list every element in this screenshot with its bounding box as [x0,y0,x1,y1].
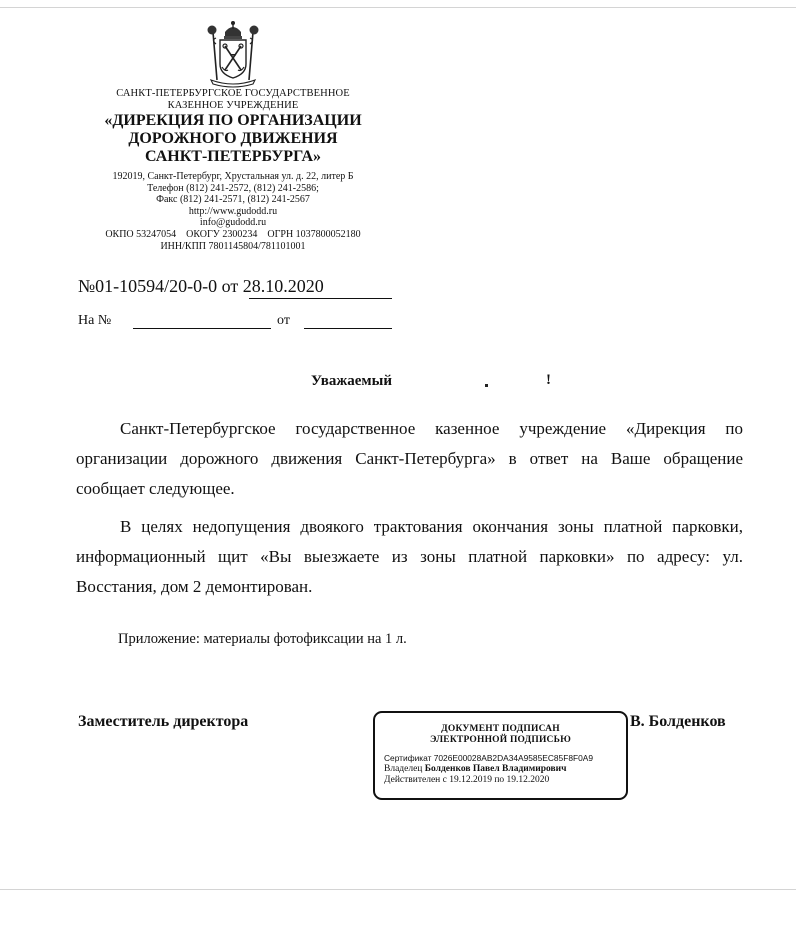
org-website: http://www.gudodd.ru [188,205,278,217]
page-top-divider [0,7,796,8]
date-underline [249,298,392,299]
redacted-recipient-name [485,384,488,387]
body-paragraph-2-text: В целях недопущения двоякого трактования окончания зоны платной парковки, информационный щит «Вы выезжаете из зоны платной парковки» по адресу: ул. Восстания, дом 2 демонтирован. [76,517,743,596]
greeting-salutation: Уважаемый [311,373,392,389]
esign-owner [384,764,626,775]
org-name-line-3: САНКТ-ПЕТЕРБУРГА» [144,148,322,165]
org-email: info@gudodd.ru [199,217,267,229]
electronic-signature-stamp [373,711,628,800]
org-type-line-1: САНКТ-ПЕТЕРБУРГСКОЕ ГОСУДАРСТВЕННОЕ [116,88,350,99]
body-paragraph-1-text: Санкт-Петербургское государственное казенное учреждение «Дирекция по организации дорожного движения Санкт-Петербурга» в ответ на Ваше обращение сообщает следующее. [76,419,743,498]
org-address: 192019, Санкт-Петербург, Хрустальная ул. д. 22, литер Б [112,171,354,182]
org-codes: ОКПО 53247054 ОКОГУ 2300234 ОГРН 1037800052180 [105,228,361,240]
org-phone: Телефон (812) 241-2572, (812) 241-2586; [147,182,319,194]
attachment-note: Приложение: материалы фотофиксации на 1 л. [118,631,407,647]
signatory-title: Заместитель директора [78,713,249,730]
reference-number-label: На № [78,313,112,328]
letterhead [74,18,392,252]
outgoing-registration-number: №01-10594/20-0-0 от 28.10.2020 [78,276,324,296]
esign-validity: Действителен с 19.12.2019 по 19.12.2020 [384,775,550,785]
greeting-exclamation: ! [546,372,551,388]
body-paragraph-2 [76,512,743,602]
signatory-name: В. Болденков [630,713,726,730]
org-inn-kpp: ИНН/КПП 7801145804/781101001 [160,240,306,252]
org-name-line-1: «ДИРЕКЦИЯ ПО ОРГАНИЗАЦИИ [104,112,362,129]
esign-heading-line-2: ЭЛЕКТРОННОЙ ПОДПИСЬЮ [429,735,571,745]
page-bottom-divider [0,889,796,890]
org-type-line-2: КАЗЕННОЕ УЧРЕЖДЕНИЕ [167,100,299,111]
org-fax: Факс (812) 241-2571, (812) 241-2567 [156,194,310,206]
st-petersburg-coat-of-arms-icon [197,18,269,88]
contact-block [74,171,392,252]
esign-owner-name: Болденков Павел Владимирович [424,764,567,774]
reference-date-blank [304,328,392,329]
esign-heading [375,724,626,746]
body-paragraph-1 [76,414,743,504]
esign-certificate: Сертификат 7026E00028AB2DA34A9585EC85F8F0A9 [384,753,593,763]
esign-heading-line-1: ДОКУМЕНТ ПОДПИСАН [441,724,560,734]
reference-number-blank [133,328,271,329]
org-name-line-2: ДОРОЖНОГО ДВИЖЕНИЯ [128,130,338,147]
esign-owner-label: Владелец [384,764,423,774]
reference-date-label: от [277,313,290,328]
